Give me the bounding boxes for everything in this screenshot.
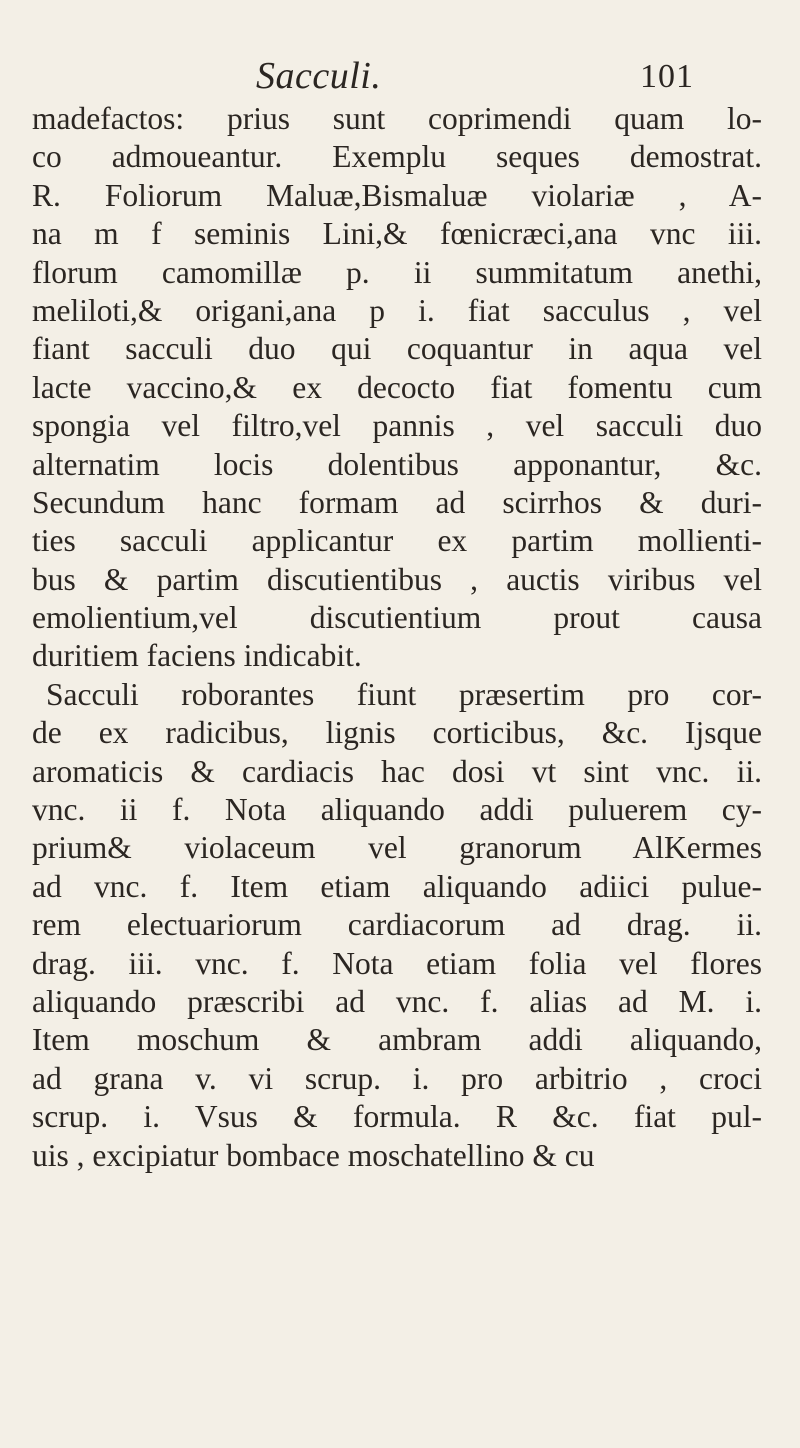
text-line: spongia vel filtro,vel pannis , vel sacculi duo [32,408,762,444]
text-line: scrup. i. Vsus & formula. R &c. fiat pul- [32,1099,762,1135]
text-line: ties sacculi applicantur ex partim mollienti- [32,523,762,559]
body-text [32,100,762,1175]
text-line: uis , excipiatur bombace moschatellino & cu [32,1137,595,1173]
text-line: rem electuariorum cardiacorum ad drag. ii. [32,907,762,943]
text-line: drag. iii. vnc. f. Nota etiam folia vel flores [32,945,762,981]
text-line: emolientium,vel discutientium prout causa [32,600,762,636]
text-line: co admoueantur. Exemplu seques demostrat. [32,139,762,175]
text-line: Sacculi roborantes fiunt præsertim pro cor- [46,676,762,712]
text-line: lacte vaccino,& ex decocto fiat fomentu cum [32,369,762,405]
text-line: bus & partim discutientibus , auctis viribus vel [32,561,762,597]
text-line: vnc. ii f. Nota aliquando addi puluerem cy- [32,792,762,828]
page-header [0,50,800,100]
text-line: aliquando præscribi ad vnc. f. alias ad M. i. [32,983,762,1019]
text-line: ad grana v. vi scrup. i. pro arbitrio , croci [32,1060,762,1096]
text-line: madefactos: prius sunt coprimendi quam lo- [32,101,762,136]
text-line: de ex radicibus, lignis corticibus, &c. Ijsque [32,715,762,751]
text-line: na m f seminis Lini,& fœnicræci,ana vnc iii. [32,216,762,252]
text-line: Secundum hanc formam ad scirrhos & duri- [32,484,762,520]
text-line: R. Foliorum Maluæ,Bismaluæ violariæ , A- [32,177,762,213]
text-line: prium& violaceum vel granorum AlKermes [32,830,762,866]
running-title: Sacculi. [256,55,382,97]
page-number: 101 [640,58,694,95]
text-line: ad vnc. f. Item etiam aliquando adiici pulue- [32,868,762,904]
text-line: florum camomillæ p. ii summitatum anethi, [32,254,762,290]
text-line: fiant sacculi duo qui coquantur in aqua vel [32,331,762,367]
text-line: aromaticis & cardiacis hac dosi vt sint vnc. ii. [32,753,762,789]
text-line: duritiem faciens indicabit. [32,638,362,674]
text-line: meliloti,& origani,ana p i. fiat sacculus , vel [32,292,762,328]
text-line: Item moschum & ambram addi aliquando, [32,1022,762,1058]
text-line: alternatim locis dolentibus apponantur, &c. [32,446,762,482]
